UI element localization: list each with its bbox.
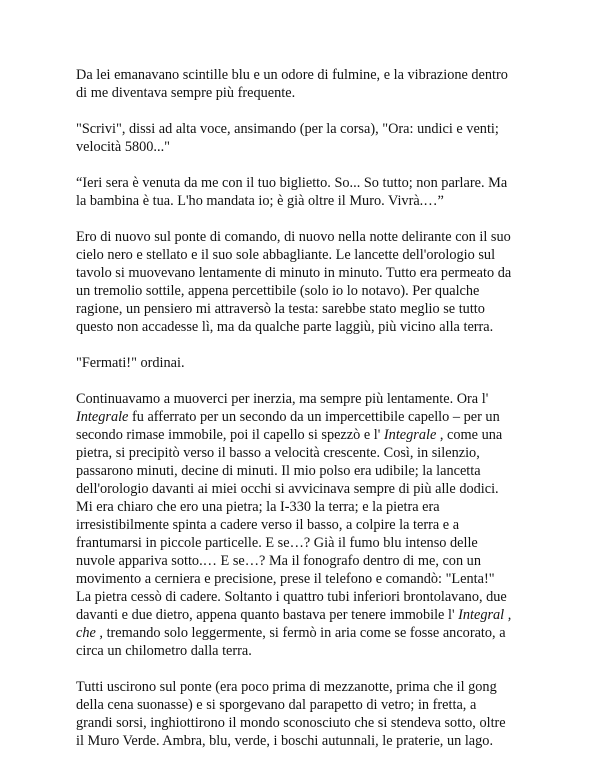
text-line: la bambina è tua. L'ho mandata io; è già oltre il Muro. Vivrà.…”	[76, 193, 444, 209]
paragraph-3	[76, 174, 534, 210]
text-line: pietra, si precipitò verso il basso a velocità crescente. Così, in silenzio,	[76, 445, 480, 461]
paragraph-4	[76, 228, 534, 336]
paragraph-2	[76, 120, 534, 156]
text-line: ragione, un pensiero mi attraversò la testa: sarebbe stato meglio se tutto	[76, 301, 485, 317]
text-line: velocità 5800..."	[76, 139, 170, 155]
text-line: Mi era chiaro che ero una pietra; la I-330 la terra; e la pietra era	[76, 499, 440, 515]
text-line: Ero di nuovo sul ponte di comando, di nuovo nella notte delirante con il suo	[76, 229, 511, 245]
text-line: circa un chilometro dalla terra.	[76, 643, 252, 659]
document-page	[76, 66, 534, 768]
paragraph-5	[76, 354, 534, 372]
text-line: il Muro Verde. Ambra, blu, verde, i boschi autunnali, le praterie, un lago.	[76, 733, 494, 749]
text-line: secondo rimase immobile, poi il capello si spezzò e l' Integrale , come una	[76, 427, 503, 443]
text-line: passarono minuti, decine di minuti. Il mio polso era udibile; la lancetta	[76, 463, 481, 479]
text-line: frantumarsi in piccole particelle. E se…? Già il fumo blu intenso delle	[76, 535, 478, 551]
text-line: movimento a cerniera e precisione, prese il telefono e comandò: "Lenta!"	[76, 571, 495, 587]
text-line: questo non accadesse lì, ma da qualche parte laggiù, più vicino alla terra.	[76, 319, 494, 335]
text-line: davanti e due dietro, appena quanto bastava per tenere immobile l' Integral ,	[76, 607, 512, 623]
text-line: “Ieri sera è venuta da me con il tuo biglietto. So... So tutto; non parlare. Ma	[76, 175, 508, 191]
text-line: "Fermati!" ordinai.	[76, 355, 185, 371]
text-line: dell'orologio davanti ai miei occhi si avvicinava sempre di più alle dodici.	[76, 481, 499, 497]
paragraph-7	[76, 678, 534, 750]
text-line: cielo nero e stellato e il suo sole abbagliante. Le lancette dell'orologio sul	[76, 247, 496, 263]
text-line: Da lei emanavano scintille blu e un odore di fulmine, e la vibrazione dentro	[76, 67, 508, 83]
text-line: irresistibilmente spinta a cadere verso il basso, a colpire la terra e a	[76, 517, 460, 533]
text-line: Integrale fu afferrato per un secondo da un impercettibile capello – per un	[76, 409, 500, 425]
text-line: nuvole appariva sotto.… E se…? Ma il fonografo dentro di me, con un	[76, 553, 481, 569]
text-line: un tremolio sottile, appena percettibile (solo io lo notavo). Per qualche	[76, 283, 480, 299]
text-line: La pietra cessò di cadere. Soltanto i quattro tubi inferiori brontolavano, due	[76, 589, 507, 605]
text-line: Tutti uscirono sul ponte (era poco prima di mezzanotte, prima che il gong	[76, 679, 497, 695]
text-line: tavolo si muovevano lentamente di minuto in minuto. Tutto era permeato da	[76, 265, 512, 281]
text-line: della cena suonasse) e si sporgevano dal parapetto di vetro; in fretta, a	[76, 697, 477, 713]
text-line: "Scrivi", dissi ad alta voce, ansimando (per la corsa), "Ora: undici e venti;	[76, 121, 499, 137]
paragraph-6	[76, 390, 534, 660]
text-line: Continuavamo a muoverci per inerzia, ma sempre più lentamente. Ora l'	[76, 391, 489, 407]
text-line: che , tremando solo leggermente, si fermò in aria come se fosse ancorato, a	[76, 625, 506, 641]
text-line: grandi sorsi, inghiottirono il mondo sconosciuto che si stendeva sotto, oltre	[76, 715, 506, 731]
text-line: di me diventava sempre più frequente.	[76, 85, 296, 101]
paragraph-1	[76, 66, 534, 102]
